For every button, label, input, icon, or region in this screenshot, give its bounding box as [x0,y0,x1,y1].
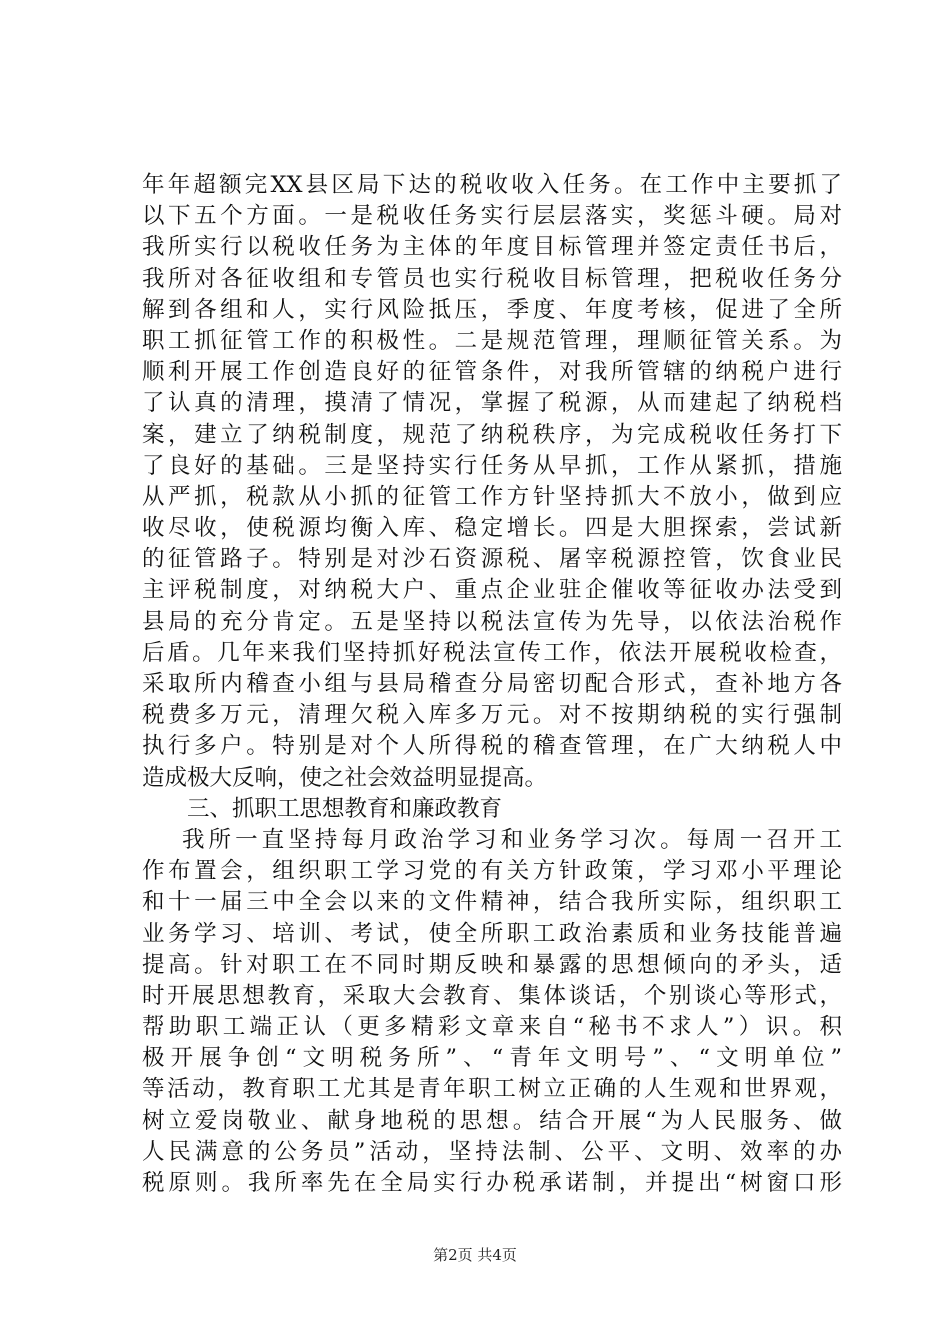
text-line: 树立爱岗敬业、献身地税的思想。结合开展“为人民服务、做 [142,1107,842,1134]
section-heading: 三、抓职工思想教育和廉政教育 [187,795,503,822]
text-line: 后盾。几年来我们坚持抓好税法宣传工作，依法开展税收检查， [142,639,842,666]
text-line: 时开展思想教育，采取大会教育、集体谈话，个别谈心等形式， [142,982,842,1009]
text-line: 县局的充分肯定。五是坚持以税法宣传为先导，以依法治税作 [142,608,842,635]
text-line: 主评税制度，对纳税大户、重点企业驻企催收等征收办法受到 [142,577,842,604]
text-line: 执行多户。特别是对个人所得税的稽查管理，在广大纳税人中 [142,733,842,760]
text-line: 从严抓，税款从小抓的征管工作方针坚持抓大不放小，做到应 [142,483,842,510]
text-line: 采取所内稽查小组与县局稽查分局密切配合形式，查补地方各 [142,671,842,697]
text-line: 了认真的清理，摸清了情况，掌握了税源，从而建起了纳税档 [142,390,842,417]
text-line: 提高。针对职工在不同时期反映和暴露的思想倾向的矛头，适 [142,951,842,978]
text-line: 造成极大反响，使之社会效益明显提高。 [142,764,548,791]
text-line: 的征管路子。特别是对沙石资源税、屠宰税源控管，饮食业民 [142,546,842,573]
text-line: 等活动，教育职工尤其是青年职工树立正确的人生观和世界观， [142,1076,842,1103]
text-line: 业务学习、培训、考试，使全所职工政治素质和业务技能普遍 [142,920,842,947]
page-number: 第2页 共4页 [433,1246,517,1264]
document-body [142,170,842,1199]
text-line: 帮助职工端正认（更多精彩文章来自“秘书不求人”）识。积 [142,1014,842,1041]
text-line: 税原则。我所率先在全局实行办税承诺制，并提出“树窗口形 [142,1170,842,1196]
text-line: 收尽收，使税源均衡入库、稳定增长。四是大胆探索，尝试新 [142,515,842,542]
paragraph-first-line: 我所一直坚持每月政治学习和业务学习次。每周一召开工 [182,826,842,853]
text-line: 我所对各征收组和专管员也实行税收目标管理，把税收任务分 [142,265,842,292]
text-line: 顺利开展工作创造良好的征管条件，对我所管辖的纳税户进行 [142,359,842,386]
text-line: 极开展争创“文明税务所”、“青年文明号”、“文明单位” [142,1045,842,1072]
text-line: 人民满意的公务员”活动，坚持法制、公平、文明、效率的办 [142,1138,842,1165]
text-line: 案，建立了纳税制度，规范了纳税秩序，为完成税收任务打下 [142,421,842,448]
text-line: 作布置会，组织职工学习党的有关方针政策，学习邓小平理论 [142,858,842,885]
text-line: 税费多万元，清理欠税入库多万元。对不按期纳税的实行强制 [142,702,842,729]
text-line: 解到各组和人，实行风险抵压，季度、年度考核，促进了全所 [142,296,842,323]
text-line: 职工抓征管工作的积极性。二是规范管理，理顺征管关系。为 [142,327,842,354]
page-footer [0,1244,950,1265]
text-line: 年年超额完XX县区局下达的税收收入任务。在工作中主要抓了 [142,172,842,198]
text-line: 我所实行以税收任务为主体的年度目标管理并签定责任书后， [142,234,842,261]
text-line: 了良好的基础。三是坚持实行任务从早抓，工作从紧抓，措施 [142,452,842,479]
text-line: 和十一届三中全会以来的文件精神，结合我所实际，组织职工 [142,889,842,916]
text-line: 以下五个方面。一是税收任务实行层层落实，奖惩斗硬。局对 [142,203,842,230]
